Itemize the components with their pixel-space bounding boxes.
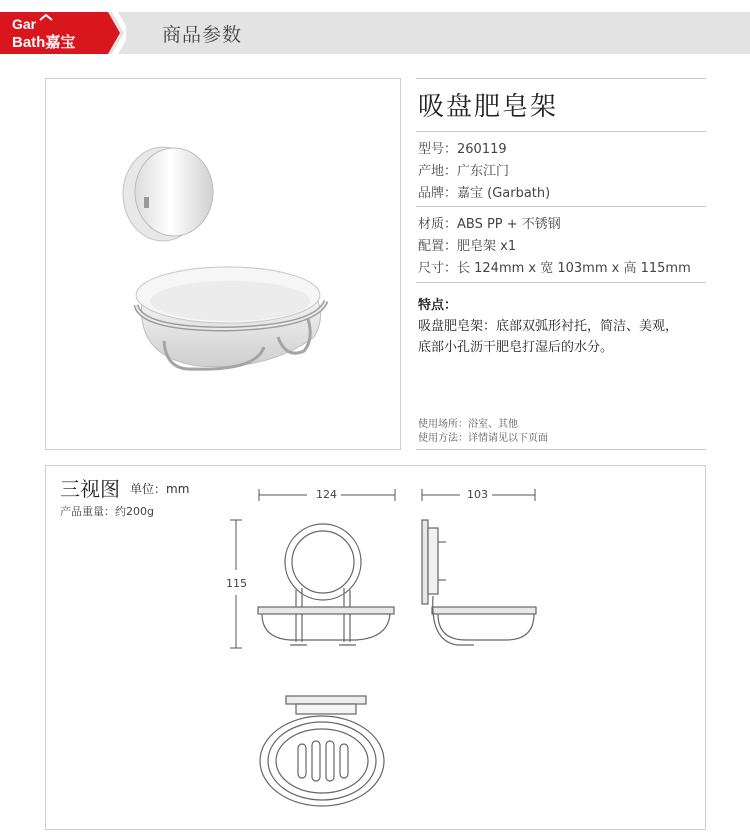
logo-text-gar: Gar: [12, 16, 37, 32]
usage-place: 使用场所：浴室、其他: [418, 419, 518, 430]
spec-model: 型号：260119: [418, 142, 507, 157]
features-title: 特点：: [418, 298, 458, 313]
front-view: [258, 524, 394, 645]
dimension-width: 103: [467, 488, 488, 501]
side-view: [422, 520, 536, 645]
product-name: 吸盘肥皂架: [418, 92, 559, 122]
feature-line-2: 底部小孔沥干肥皂打湿后的水分。: [418, 340, 614, 355]
three-view-title: 三视图: [60, 477, 120, 501]
dimension-height: 115: [226, 577, 247, 590]
spec-origin: 产地：广东江门: [418, 164, 510, 179]
spec-config: 配置：肥皂架 x1: [418, 239, 517, 254]
feature-line-1: 吸盘肥皂架：底部双弧形衬托，简洁、美观，: [418, 319, 679, 334]
usage-method: 使用方法：详情请见以下页面: [418, 433, 548, 444]
spec-brand: 品牌：嘉宝 (Garbath): [418, 186, 551, 201]
spec-material: 材质：ABS PP + 不锈钢: [418, 217, 561, 232]
weight-label: 产品重量：约200g: [60, 505, 154, 518]
dimension-length: 124: [316, 488, 337, 501]
unit-label: 单位：mm: [130, 482, 190, 496]
top-view: [260, 696, 384, 806]
page-title: 商品参数: [162, 24, 243, 46]
spec-size: 尺寸：长 124mm x 宽 103mm x 高 115mm: [418, 261, 691, 276]
logo-text-bath: Bath嘉宝: [12, 34, 76, 51]
